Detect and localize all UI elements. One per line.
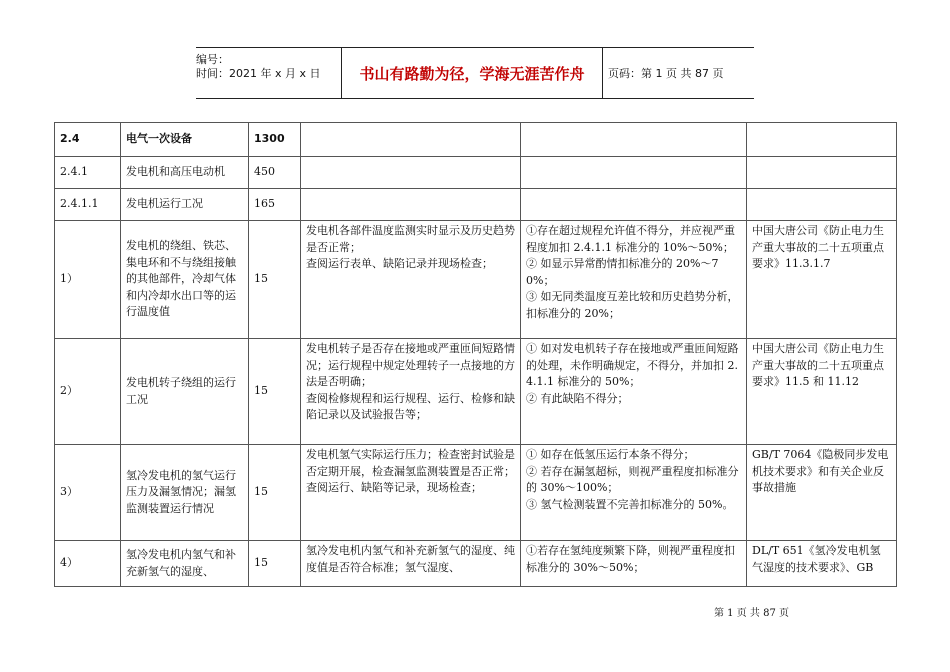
check-method-line: 发电机转子是否存在接地或严重匝间短路情况；运行规程中规定处理转子一点接地的方法是否明确； bbox=[306, 342, 515, 388]
item-name: 电气一次设备 bbox=[121, 123, 249, 157]
reference-basis bbox=[747, 189, 897, 221]
page-footer: 第 1 页 共 87 页 bbox=[714, 608, 789, 619]
check-method bbox=[301, 221, 521, 339]
table-row bbox=[55, 221, 897, 339]
time-label: 时间：2021 年 x 月 x 日 bbox=[196, 67, 321, 80]
header-motto: 书山有路勤为径，学海无涯苦作舟 bbox=[342, 48, 603, 98]
number-label: 编号： bbox=[196, 53, 229, 66]
scoring-criteria-line: ①存在超过规程允许值不得分，并应视严重程度加扣 2.4.1.1 标准分的 10%～50%； bbox=[526, 224, 735, 254]
item-name: 发电机运行工况 bbox=[121, 189, 249, 221]
reference-basis bbox=[747, 445, 897, 541]
scoring-criteria-line: ③ 氢气检测装置不完善扣标准分的 50%。 bbox=[526, 497, 734, 511]
reference-basis-line: 中国大唐公司《防止电力生产重大事故的二十五项重点要求》11.5 和 11.12 bbox=[752, 342, 884, 388]
page-header bbox=[196, 47, 754, 99]
reference-basis bbox=[747, 123, 897, 157]
item-score: 15 bbox=[249, 541, 301, 587]
reference-basis bbox=[747, 157, 897, 189]
scoring-criteria bbox=[521, 221, 747, 339]
table-row bbox=[55, 157, 897, 189]
check-method bbox=[301, 445, 521, 541]
item-score: 165 bbox=[249, 189, 301, 221]
reference-basis bbox=[747, 221, 897, 339]
item-name: 发电机和高压电动机 bbox=[121, 157, 249, 189]
evaluation-table bbox=[54, 122, 897, 587]
reference-basis-line: DL/T 651《氢冷发电机氢气湿度的技术要求》、GB bbox=[752, 544, 881, 574]
item-number: 2.4 bbox=[55, 123, 121, 157]
table-row bbox=[55, 123, 897, 157]
scoring-criteria bbox=[521, 541, 747, 587]
check-method bbox=[301, 123, 521, 157]
scoring-criteria-line: ①若存在氢纯度频繁下降，则视严重程度扣标准分的 30%～50%； bbox=[526, 544, 735, 574]
scoring-criteria bbox=[521, 339, 747, 445]
scoring-criteria bbox=[521, 445, 747, 541]
check-method-line: 氢冷发电机内氢气和补充新氢气的湿度、纯度值是否符合标准；氢气湿度、 bbox=[306, 544, 515, 574]
table-row bbox=[55, 445, 897, 541]
table-row bbox=[55, 339, 897, 445]
item-number: 2） bbox=[55, 339, 121, 445]
reference-basis bbox=[747, 339, 897, 445]
item-number: 2.4.1.1 bbox=[55, 189, 121, 221]
table-row bbox=[55, 189, 897, 221]
header-meta bbox=[196, 48, 342, 98]
scoring-criteria-line: ① 如对发电机转子存在接地或严重匝间短路的处理，未作明确规定，不得分，并加扣 2.4.1.1 标准分的 50%； bbox=[526, 342, 739, 388]
scoring-criteria-line: ③ 如无同类温度互差比较和历史趋势分析，扣标准分的 20%； bbox=[526, 290, 739, 320]
check-method bbox=[301, 339, 521, 445]
item-number: 1） bbox=[55, 221, 121, 339]
scoring-criteria bbox=[521, 123, 747, 157]
check-method-line: 发电机氢气实际运行压力；检查密封试验是否定期开展，检查漏氢监测装置是否正常； bbox=[306, 448, 515, 478]
check-method-line: 查阅运行表单、缺陷记录并现场检查； bbox=[306, 257, 493, 270]
check-method-line: 发电机各部件温度监测实时显示及历史趋势是否正常； bbox=[306, 224, 515, 254]
item-score: 15 bbox=[249, 221, 301, 339]
reference-basis-line: GB/T 7064《隐极同步发电机技术要求》和有关企业反事故措施 bbox=[752, 448, 889, 494]
item-number: 4） bbox=[55, 541, 121, 587]
scoring-criteria-line: ② 有此缺陷不得分； bbox=[526, 391, 629, 405]
item-score: 15 bbox=[249, 339, 301, 445]
reference-basis-line: 中国大唐公司《防止电力生产重大事故的二十五项重点要求》11.3.1.7 bbox=[752, 224, 884, 270]
item-name: 发电机转子绕组的运行工况 bbox=[121, 339, 249, 445]
check-method-line: 查阅运行、缺陷等记录，现场检查； bbox=[306, 481, 482, 494]
check-method-line: 查阅检修规程和运行规程、运行、检修和缺陷记录以及试验报告等； bbox=[306, 391, 515, 421]
scoring-criteria-line: ② 如显示异常酌情扣标准分的 20%～70%； bbox=[526, 257, 719, 287]
check-method bbox=[301, 189, 521, 221]
scoring-criteria bbox=[521, 157, 747, 189]
item-name: 氢冷发电机内氢气和补充新氢气的湿度、 bbox=[121, 541, 249, 587]
item-number: 3） bbox=[55, 445, 121, 541]
scoring-criteria-line: ① 如存在低氢压运行本条不得分； bbox=[526, 448, 695, 461]
item-name: 氢冷发电机的氢气运行压力及漏氢情况；漏氢监测装置运行情况 bbox=[121, 445, 249, 541]
item-score: 450 bbox=[249, 157, 301, 189]
reference-basis bbox=[747, 541, 897, 587]
check-method bbox=[301, 541, 521, 587]
table-row bbox=[55, 541, 897, 587]
check-method bbox=[301, 157, 521, 189]
item-score: 1300 bbox=[249, 123, 301, 157]
header-page-label: 页码：第 1 页 共 87 页 bbox=[608, 67, 724, 80]
item-score: 15 bbox=[249, 445, 301, 541]
scoring-criteria-line: ② 若存在漏氢超标，则视严重程度扣标准分的 30%～100%； bbox=[526, 464, 739, 494]
item-number: 2.4.1 bbox=[55, 157, 121, 189]
item-name: 发电机的绕组、铁芯、集电环和不与绕组接触的其他部件，冷却气体和内冷却水出口等的运行温度值 bbox=[121, 221, 249, 339]
scoring-criteria bbox=[521, 189, 747, 221]
